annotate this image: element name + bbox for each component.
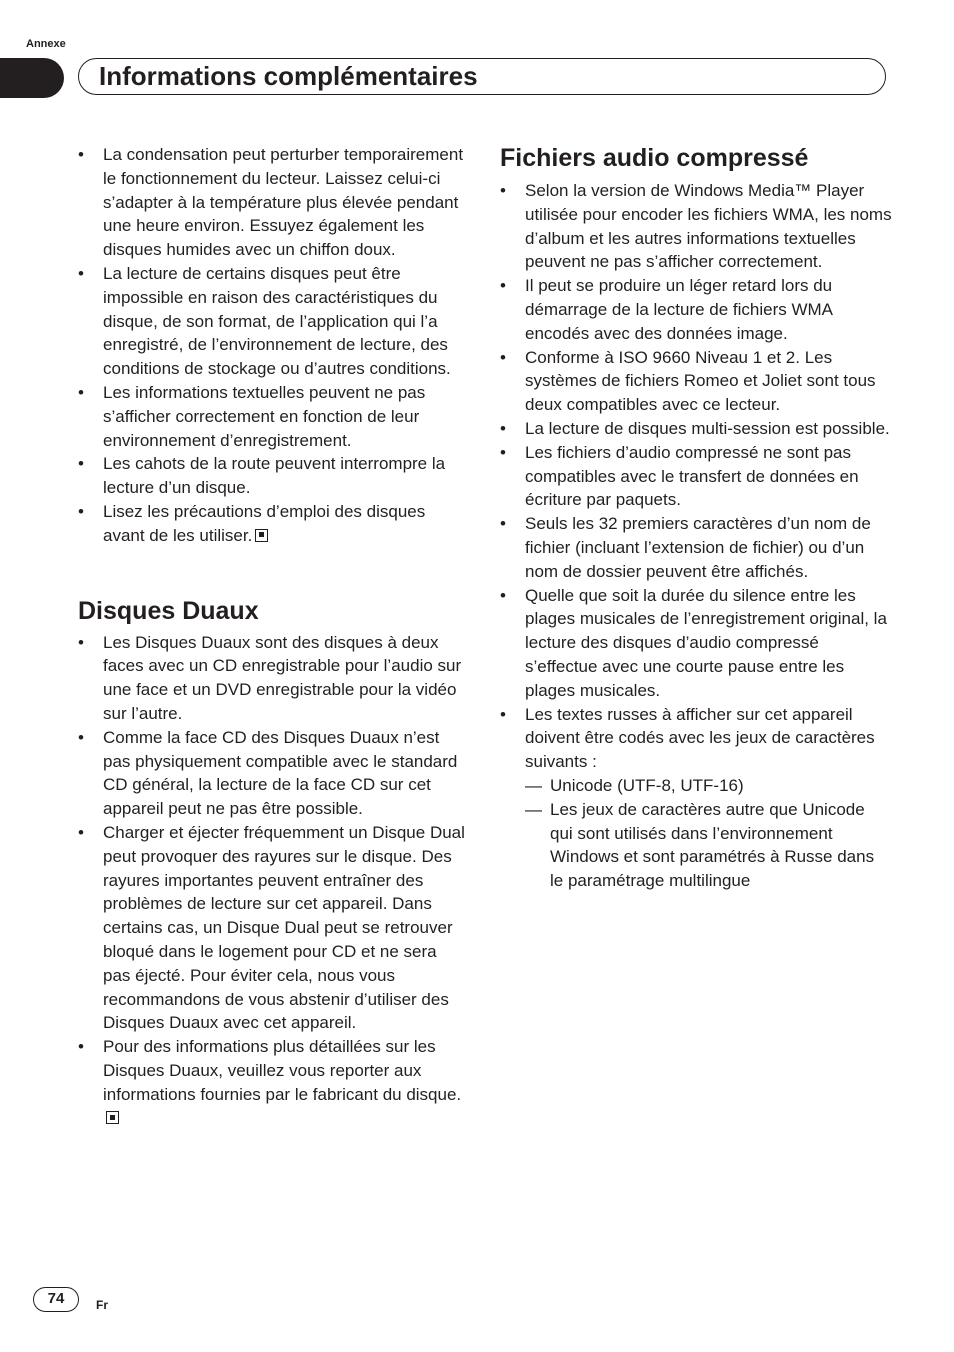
- bullet-icon: •: [78, 454, 84, 474]
- bullet-icon: •: [500, 704, 506, 724]
- bullet-icon: •: [78, 263, 84, 283]
- language-label: Fr: [96, 1298, 108, 1312]
- bullet-icon: •: [500, 347, 506, 367]
- right-column: [500, 143, 892, 893]
- list-item: • Les cahots de la route peuvent interrompre la lecture d’un disque.: [78, 454, 446, 498]
- compressed-audio-list: [500, 179, 892, 893]
- list-item: • Seuls les 32 premiers caractères d’un nom de fichier (incluant l’extension de fichier) ou d’un nom de dossier peuvent être affichés.: [500, 514, 871, 581]
- bullet-icon: •: [78, 632, 84, 652]
- list-item: • Comme la face CD des Disques Duaux n’est pas physiquement compatible avec le standard CD général, la lecture de la face CD sur cet appareil peut ne pas être possible.: [78, 727, 458, 819]
- bullet-icon: •: [78, 1037, 84, 1057]
- list-item: • Conforme à ISO 9660 Niveau 1 et 2. Les systèmes de fichiers Romeo et Joliet sont tous deux compatibles avec ce lecteur.: [500, 347, 876, 415]
- bullet-icon: •: [78, 822, 84, 842]
- list-item: • La lecture de certains disques peut être impossible en raison des caractéristiques du disque, de son format, de l’application qui l’a enregistré, de l’environnement de lecture, des conditions de stockage ou d’autres conditions.: [78, 263, 451, 379]
- page-title: Informations complémentaires: [99, 61, 478, 91]
- sub-list-item: — Les jeux de caractères autre que Unicode qui sont utilisés dans l’environnement Windows et sont paramétrés à Russe dans le paramétrage multilingue: [525, 799, 875, 891]
- sub-list-item: — Unicode (UTF-8, UTF-16): [525, 774, 892, 798]
- intro-list: [78, 143, 468, 548]
- dual-discs-list: [78, 631, 468, 1131]
- list-item: • Il peut se produire un léger retard lors du démarrage de la lecture de fichiers WMA encodés avec des données image.: [500, 276, 833, 343]
- list-item: • Pour des informations plus détaillées sur les Disques Duaux, veuillez vous reporter aux informations fournies par le fabricant du disque.: [78, 1035, 468, 1130]
- list-item: • Lisez les précautions d’emploi des disques avant de les utiliser.: [78, 501, 426, 545]
- chapter-tab: [0, 58, 64, 98]
- bullet-icon: •: [500, 514, 506, 534]
- section-title-dual-discs: Disques Duaux: [78, 596, 259, 625]
- bullet-icon: •: [78, 145, 84, 164]
- dash-icon: —: [525, 799, 542, 819]
- bullet-icon: •: [500, 276, 506, 296]
- page-number: 74: [33, 1287, 79, 1312]
- end-of-section-icon: [255, 529, 268, 542]
- charset-sublist: [525, 774, 892, 893]
- bullet-icon: •: [500, 585, 506, 605]
- bullet-icon: •: [78, 382, 84, 402]
- list-item: • Charger et éjecter fréquemment un Disque Dual peut provoquer des rayures sur le disque. Des rayures importantes peuvent entraîner des problèmes de lecture sur cet appareil. Dans certains cas, un Disque Dual peut se retrouver bloqué dans le logement pour CD et ne sera pas éjecté. Pour éviter cela, nous vous recommandons de vous abstenir d’utiliser des Disques Duaux avec cet appareil.: [78, 822, 465, 1033]
- list-item: • Les Disques Duaux sont des disques à deux faces avec un CD enregistrable pour l’audio sur une face et un DVD enregistrable pour la vidéo sur l’autre.: [78, 632, 462, 723]
- list-item: • Les informations textuelles peuvent ne pas s’afficher correctement en fonction de leur environnement d’enregistrement.: [78, 382, 426, 450]
- list-item: • Les fichiers d’audio compressé ne sont pas compatibles avec le transfert de données en écriture par paquets.: [500, 442, 859, 510]
- bullet-icon: •: [500, 442, 506, 462]
- end-of-section-icon: [106, 1111, 119, 1124]
- bullet-icon: •: [500, 181, 506, 200]
- left-column: [78, 143, 468, 1130]
- bullet-icon: •: [78, 501, 84, 521]
- bullet-icon: •: [78, 727, 84, 747]
- bullet-icon: •: [500, 418, 506, 438]
- section-label: Annexe: [26, 38, 66, 50]
- list-item: • La lecture de disques multi-session est possible.: [500, 417, 892, 441]
- list-item: • La condensation peut perturber temporairement le fonctionnement du lecteur. Laissez celui-ci s’adapter à la température plus élevée pendant une heure environ. Essuyez également les disques humides avec un chiffon doux.: [78, 145, 464, 260]
- section-title-compressed-audio: Fichiers audio compressé: [500, 144, 809, 172]
- header-bar: [78, 58, 886, 95]
- list-item: • Quelle que soit la durée du silence entre les plages musicales de l’enregistrement original, la lecture des disques d’audio compressé s’effectue avec une courte pause entre les plages musicales.: [500, 585, 887, 700]
- dash-icon: —: [525, 775, 542, 795]
- list-item: • Selon la version de Windows Media™ Player utilisée pour encoder les fichiers WMA, les noms d’album et les autres informations textuelles peuvent ne pas s’afficher correctement.: [500, 181, 892, 272]
- list-item: • Les textes russes à afficher sur cet appareil doivent être codés avec les jeux de caractères suivants : — Unicode (UTF-8, UTF-16) — Les jeux de caractères autre que Unicode qui sont utilisés dans l’environnement Windows et sont paramétrés à Russe dans le paramétrage multilingue: [500, 703, 892, 893]
